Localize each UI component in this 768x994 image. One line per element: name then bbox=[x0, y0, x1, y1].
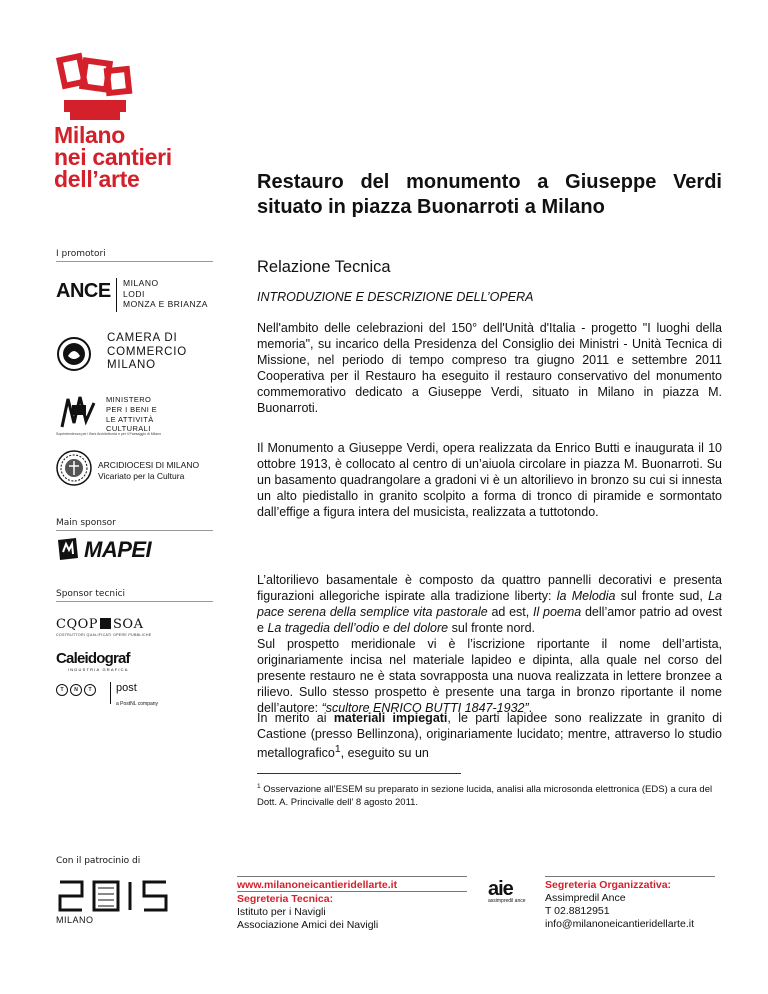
tech-sponsors-label: Sponsor tecnici bbox=[56, 589, 126, 599]
divider bbox=[110, 682, 111, 704]
section-heading: INTRODUZIONE E DESCRIZIONE DELL’OPERA bbox=[257, 290, 534, 304]
mibac-line: LE ATTIVITÀ bbox=[106, 414, 154, 424]
footnote-mark: 1 bbox=[257, 783, 261, 790]
italic-run: Il poema bbox=[533, 605, 582, 619]
cqop-soa-logo bbox=[56, 617, 151, 637]
tnt-mark bbox=[56, 684, 96, 696]
mibac-line: MINISTERO bbox=[106, 395, 152, 404]
mibac-line: CULTURALI bbox=[106, 424, 151, 434]
patronage-label: Con il patrocinio di bbox=[56, 856, 141, 866]
expo-2015-logo bbox=[56, 876, 186, 916]
divider bbox=[545, 876, 715, 877]
text-run: dell’amor patrio ad ovest e bbox=[257, 605, 722, 635]
paragraph: Nell'ambito delle celebrazioni del 150° dell'Unità d'Italia - progetto "I luoghi della memoria", su incarico della Presidenza del Consiglio dei Ministri - Unità Tecnica di Missione, nel periodo di tempo compreso tra giugno 2011 e settembre 2011 Cooperativa per il Restauro ha eseguito il restauro conservativo del monumento commemorativo dedicato a Giuseppe Verdi, situato in Milano in piazza M. Buonarroti. bbox=[257, 321, 722, 415]
org-line: T 02.8812951 bbox=[545, 905, 610, 917]
main-sponsor-label: Main sponsor bbox=[56, 518, 116, 528]
segreteria-tecnica-title: Segreteria Tecnica: bbox=[237, 893, 334, 905]
divider bbox=[56, 261, 213, 262]
camera-line: MILANO bbox=[107, 359, 156, 371]
tnt-sub: a PostNL company bbox=[116, 701, 159, 707]
segreteria-organizzativa-title: Segreteria Organizzativa: bbox=[545, 879, 672, 891]
text-run: sul fronte sud, bbox=[615, 589, 709, 603]
brand-line: nei cantieri bbox=[54, 144, 172, 170]
segreteria-tecnica-line: Istituto per i Navigli bbox=[237, 906, 326, 918]
caleidograf-logo bbox=[56, 650, 130, 672]
italic-run: “scultore ENRICO BUTTI 1847-1932” bbox=[321, 701, 529, 715]
text-run: . bbox=[528, 701, 533, 715]
brand-line: Milano bbox=[54, 122, 126, 148]
segreteria-tecnica-line: Associazione Amici dei Navigli bbox=[237, 919, 379, 931]
cqop-right: SOA bbox=[113, 617, 144, 632]
document-title: Restauro del monumento a Giuseppe Verdi situato in piazza Buonarroti a Milano bbox=[257, 171, 722, 218]
website-link[interactable]: www.milanoneicantieridellarte.it bbox=[237, 879, 398, 891]
italic-run: la Melodia bbox=[556, 589, 616, 603]
tnt-post-logo bbox=[56, 682, 159, 707]
bold-run: materiali impiegati bbox=[333, 711, 448, 725]
tnt-letter: T bbox=[56, 684, 68, 696]
document-subtitle: Relazione Tecnica bbox=[257, 258, 391, 276]
text-run: , le parti lapidee sono realizzate in granito di Castione (presso Bellinzona), originariamente lucidato; mentre, attraverso lo studio metallografico bbox=[257, 711, 722, 761]
caleidograf-word: Caleidograf bbox=[56, 650, 130, 667]
segreteria-tecnica bbox=[237, 893, 378, 932]
brand-line: dell’arte bbox=[54, 166, 140, 192]
divider bbox=[56, 530, 213, 531]
mibac-text bbox=[106, 395, 157, 434]
milano-cantieri-arte-logo bbox=[56, 52, 136, 124]
segreteria-organizzativa bbox=[545, 879, 694, 931]
italic-run: La pace serena della semplice vita pastorale bbox=[257, 589, 722, 619]
org-email[interactable]: info@milanoneicantieridellarte.it bbox=[545, 918, 694, 930]
ance-lines bbox=[123, 278, 208, 310]
text-run: In merito ai bbox=[257, 711, 334, 725]
footnote-divider bbox=[257, 773, 461, 774]
divider bbox=[237, 891, 467, 892]
divider bbox=[237, 876, 467, 877]
camera-line: CAMERA DI bbox=[107, 332, 178, 344]
aie-mark-icon: aie bbox=[488, 878, 513, 900]
mibac-emblem-icon bbox=[56, 393, 100, 431]
text-run: L’altorilievo basamentale è composto da quattro pannelli decorativi e presenta figurazioni allegoriche ispirate alla tradizione liberty: bbox=[257, 573, 722, 603]
assimpredil-logo bbox=[488, 880, 538, 906]
footnote-text: Osservazione all’ESEM su preparato in sezione lucida, analisi alla microsonda elettronica (EDS) a cura del Dott. A. Princivalle dell’ 8 agosto 2011. bbox=[257, 784, 713, 809]
arcidiocesi-line: Vicariato per la Cultura bbox=[98, 470, 185, 481]
footnote-ref[interactable]: 1 bbox=[334, 744, 341, 755]
text-run: sul fronte nord. bbox=[448, 621, 535, 635]
arcidiocesi-line: ARCIDIOCESI DI MILANO bbox=[98, 460, 200, 470]
footnote bbox=[257, 780, 722, 809]
caleidograf-sub: INDUSTRIA GRAFICA bbox=[68, 667, 129, 672]
paragraph bbox=[257, 572, 722, 716]
mapei-word: MAPEI bbox=[84, 537, 152, 562]
italic-run: La tragedia dell’odio e del dolore bbox=[267, 621, 449, 635]
mibac-line: PER I BENI E bbox=[106, 404, 158, 414]
tnt-post-word: post bbox=[116, 682, 137, 694]
arcidiocesi-text bbox=[98, 460, 199, 481]
tnt-letter: N bbox=[70, 684, 82, 696]
text-run: Sul prospetto meridionale vi è l’iscrizione riportante il nome dell’artista, originariamente incisa nel materiale lapideo e dipinta, alla quale nel corso del presente restauro ne è stata sovrapposta una nuova realizzata in lettere bronzee a rilievo. Sullo stesso prospetto è presente una targa in bronzo riportante il nome dell’autore: bbox=[257, 637, 722, 715]
ance-line: LODI bbox=[123, 288, 145, 299]
brand-title bbox=[54, 124, 172, 190]
promoters-label: I promotori bbox=[56, 249, 106, 259]
camera-commercio-text bbox=[107, 332, 187, 373]
paragraph bbox=[257, 710, 722, 761]
ance-line: MONZA E BRIANZA bbox=[123, 299, 208, 309]
square-icon bbox=[100, 618, 111, 629]
cqop-left: CQOP bbox=[56, 617, 99, 632]
aie-sub: assimpredil ance bbox=[488, 898, 526, 904]
camera-commercio-emblem-icon bbox=[56, 336, 92, 372]
ance-word: ANCE bbox=[56, 280, 111, 302]
mapei-logo bbox=[56, 536, 166, 562]
tnt-letter: T bbox=[84, 684, 96, 696]
camera-line: COMMERCIO bbox=[107, 345, 188, 358]
ance-line: MILANO bbox=[123, 278, 159, 288]
divider bbox=[56, 601, 213, 602]
text-run: , eseguito su un bbox=[340, 746, 429, 761]
arcidiocesi-seal-icon bbox=[56, 450, 92, 486]
mibac-note: Soprintendenza per i Beni Architettonici e per il Paesaggio di Milano bbox=[56, 432, 162, 436]
mapei-mark-icon bbox=[56, 536, 80, 562]
divider bbox=[116, 278, 117, 312]
paragraph: Il Monumento a Giuseppe Verdi, opera realizzata da Enrico Butti e inaugurata il 10 ottobre 1913, è collocato al centro di un’aiuola circolare in piazza M. Buonarroti. Su un basamento quadrangolare a gradoni vi è un altorilievo in bronzo su cui si innesta un alto piedistallo in granito scolpito a forma di tronco di piramide e sormontato dall’effige a figura intera del musicista, realizzata a tuttotondo. bbox=[257, 441, 722, 519]
expo-city: MILANO bbox=[56, 915, 94, 925]
org-line: Assimpredil Ance bbox=[545, 892, 626, 904]
text-run: ad est, bbox=[487, 605, 533, 619]
cqop-sub: COSTRUTTORI QUALIFICATI OPERE PUBBLICHE bbox=[56, 633, 152, 637]
